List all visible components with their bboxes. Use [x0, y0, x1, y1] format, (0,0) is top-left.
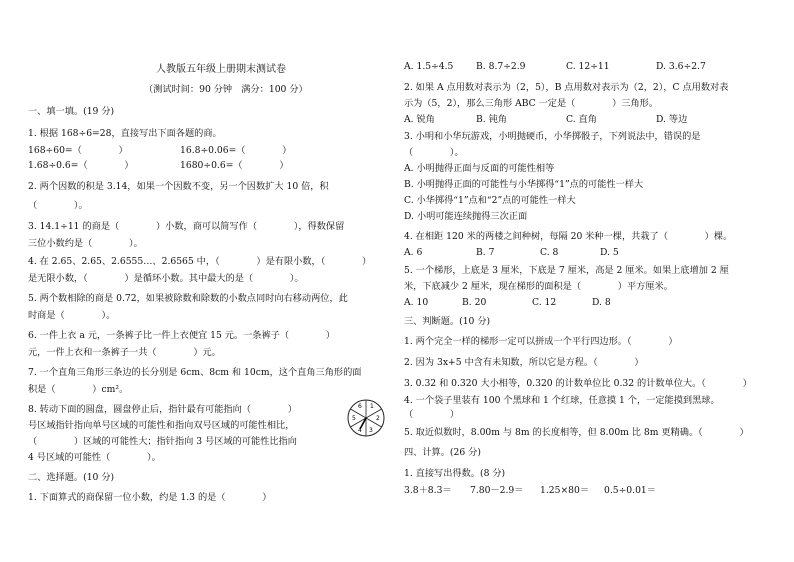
choice-2-option-d: D. 等边 — [656, 114, 688, 125]
question-6: 6. 一件上衣 a 元，一条裤子比一件上衣便宜 15 元。一条裤子（ ） — [28, 330, 335, 341]
question-3: 3. 14.1÷11 的商是（ ）小数，商可以简写作（ ），得数保留 — [28, 221, 345, 232]
choice-4-option-a: A. 6 — [404, 247, 423, 258]
question-7-cont: 积是（ ）cm²。 — [28, 384, 129, 395]
spinner-label: 1 — [370, 403, 374, 410]
choice-4-option-d: D. 5 — [600, 247, 619, 258]
question-8-line2: 号区域指针指向单号区域的可能性和指向双号区域的可能性相比， — [28, 420, 295, 431]
calc-1: 1. 直接写出得数。(8 分) — [404, 468, 506, 479]
spinner-label: 4 — [358, 427, 362, 434]
section-fill-in: 一、填一填。(19 分) — [28, 106, 115, 117]
choice-question-1: 1. 下面算式的商保留一位小数，约是 1.3 的是（ ） — [28, 492, 272, 503]
calc-1c: 1.25×80＝ — [540, 485, 590, 496]
page-subtitle: （测试时间：90 分钟 满分：100 分） — [144, 84, 308, 95]
judge-1: 1. 两个完全一样的梯形一定可以拼成一个平行四边形。（ ） — [404, 336, 678, 347]
question-1c: 1.68÷0.6=（ ） — [28, 160, 134, 171]
choice-question-2: 2. 如果 A 点用数对表示为（2，5），B 点用数对表示为（2，2），C 点用数对表 — [404, 82, 729, 93]
judge-5: 5. 取近似数时，8.00m 与 8m 的长度相等，但 8.00m 比 8m 更精确。（ ） — [404, 427, 749, 438]
choice-question-2-cont: 示为（5，2），那么三角形 ABC 一定是（ ）三角形。 — [404, 98, 659, 109]
choice-3-option-b: B. 小明抛得正面的可能性与小华掷得“1”点的可能性一样大 — [404, 179, 644, 190]
question-8: 8. 转动下面的圆盘，圆盘停止后，指针最有可能指向（ ） — [28, 404, 297, 415]
spinner-label: 2 — [376, 415, 380, 422]
choice-1-option-d: D. 3.6÷2.7 — [656, 61, 706, 72]
question-6-cont: 元，一件上衣和一条裤子一共（ ）元。 — [28, 347, 221, 358]
choice-3-option-a: A. 小明抛得正面与反面的可能性相等 — [404, 163, 555, 174]
question-1b: 16.8÷0.06=（ ） — [180, 145, 292, 156]
choice-question-5: 5. 一个梯形，上底是 3 厘米，下底是 7 厘米，高是 2 厘米。如果上底增加 2 厘 — [404, 265, 729, 276]
question-7: 7. 一个直角三角形三条边的长分别是 6cm、8cm 和 10cm，这个直角三角形的面 — [28, 367, 362, 378]
question-3-cont: 三位小数约是（ ）。 — [28, 238, 143, 249]
choice-4-option-c: C. 8 — [540, 247, 559, 258]
section-choice: 二、选择题。(10 分) — [28, 472, 115, 483]
question-4: 4. 在 2.65、2.65、2.6555…、2.6565 中，（ ）是有限小数，（ ） — [28, 256, 372, 267]
choice-2-option-c: C. 直角 — [566, 114, 597, 125]
choice-1-option-c: C. 12÷11 — [566, 61, 610, 72]
judge-3: 3. 0.32 和 0.320 大小相等，0.320 的计数单位比 0.32 的计数单位大。（ ） — [404, 378, 752, 389]
spinner-label: 3 — [369, 427, 373, 434]
choice-question-3: 3. 小明和小华玩游戏，小明抛硬币，小华掷骰子，下列说法中，错误的是 — [404, 131, 701, 142]
choice-3-option-c: C. 小华掷得“1”点和“2”点的可能性一样大 — [404, 195, 576, 206]
calc-1a: 3.8＋8.3＝ — [404, 485, 452, 496]
question-1: 1. 根据 168÷6=28，直接写出下面各题的商。 — [28, 128, 222, 139]
question-8-line4: 4 号区域的可能性（ ）。 — [28, 452, 161, 463]
choice-1-option-a: A. 1.5÷4.5 — [404, 61, 454, 72]
spinner-disc-figure — [346, 398, 386, 438]
judge-2: 2. 因为 3x+5 中含有未知数，所以它是方程。（ ） — [404, 357, 644, 368]
section-judge: 三、判断题。(10 分) — [404, 316, 491, 327]
choice-5-option-b: B. 20 — [462, 297, 487, 308]
choice-2-option-a: A. 锐角 — [404, 114, 435, 125]
page-title: 人教版五年级上册期末测试卷 — [156, 64, 286, 75]
choice-question-3-cont: （ ）。 — [404, 147, 464, 158]
calc-1d: 0.5÷0.01＝ — [604, 485, 656, 496]
choice-5-option-d: D. 8 — [592, 297, 611, 308]
choice-1-option-b: B. 8.7÷2.9 — [476, 61, 526, 72]
spinner-label: 6 — [358, 403, 362, 410]
question-5-cont: 时商是（ ）。 — [28, 310, 116, 321]
question-4-cont: 是无限小数，（ ）是循环小数。其中最大的是（ ）。 — [28, 273, 304, 284]
choice-3-option-d: D. 小明可能连续抛得三次正面 — [404, 211, 528, 222]
question-8-line3: （ ）区域的可能性大；指针指向 3 号区域的可能性比指向 — [28, 436, 297, 447]
question-2: 2. 两个因数的积是 3.14，如果一个因数不变，另一个因数扩大 10 倍，积 — [28, 181, 329, 192]
question-2-cont: （ ）。 — [28, 200, 88, 211]
spinner-label: 5 — [352, 415, 356, 422]
choice-4-option-b: B. 7 — [476, 247, 495, 258]
choice-5-option-c: C. 12 — [532, 297, 557, 308]
question-1d: 1680÷0.6=（ ） — [180, 160, 289, 171]
question-1a: 168÷60=（ ） — [28, 145, 128, 156]
question-5: 5. 两个数相除的商是 0.72，如果被除数和除数的小数点同时向右移动两位，此 — [28, 293, 348, 304]
judge-4-cont: （ ） — [404, 409, 460, 420]
choice-question-4: 4. 在相距 120 米的两楼之间种树，每隔 20 米种一棵，共栽了（ ）棵。 — [404, 231, 733, 242]
choice-question-5-cont: 米，下底减少 2 厘米，现在梯形的面积是（ ）平方厘米。 — [404, 281, 673, 292]
section-calc: 四、计算。(26 分) — [404, 447, 481, 458]
judge-4: 4. 一个袋子里装有 100 个黑球和 1 个红球，任意摸 1 个，一定能摸到黑球。 — [404, 395, 720, 406]
calc-1b: 7.80－2.9＝ — [470, 485, 524, 496]
choice-2-option-b: B. 钝角 — [476, 114, 507, 125]
choice-5-option-a: A. 10 — [404, 297, 429, 308]
